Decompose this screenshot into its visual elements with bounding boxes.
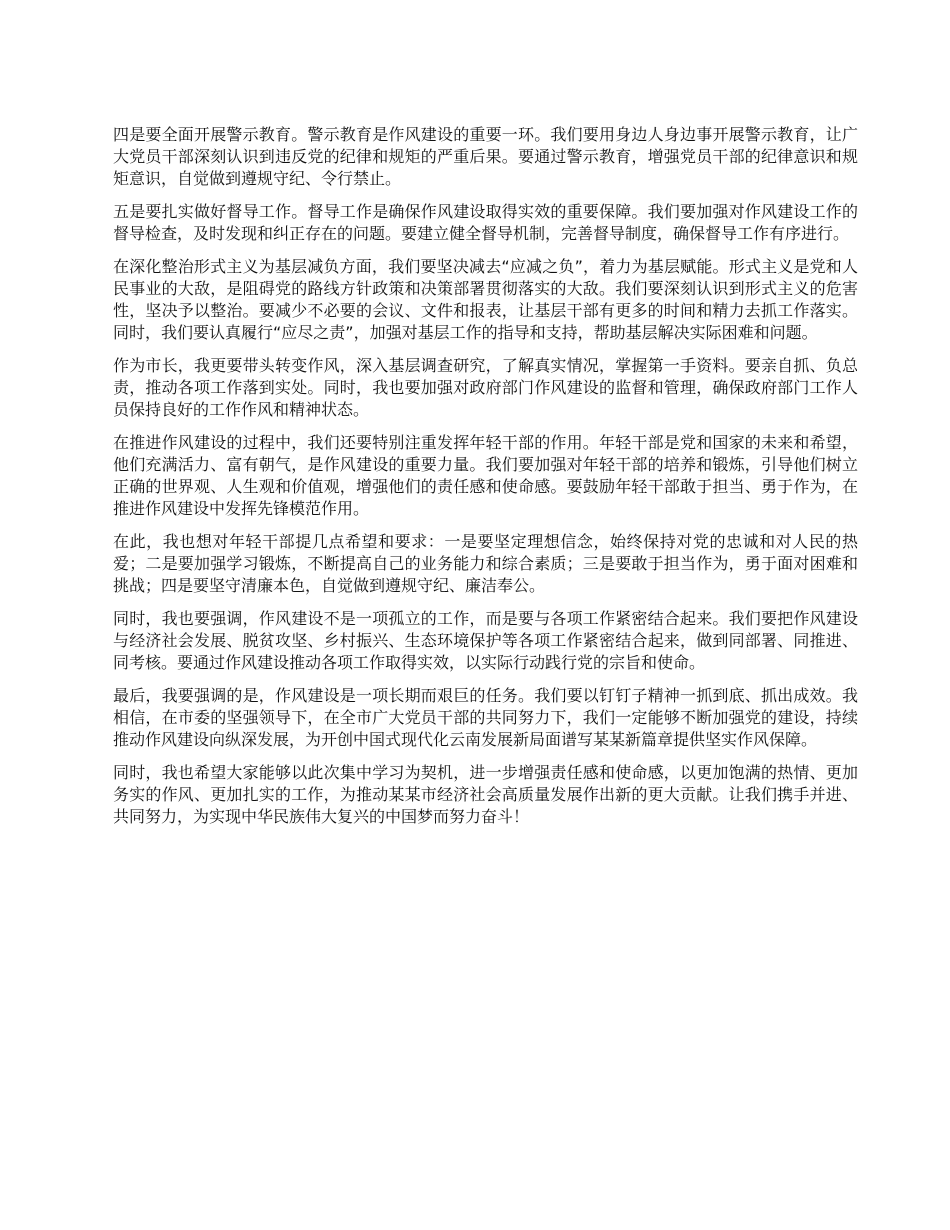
paragraph: 在推进作风建设的过程中，我们还要特别注重发挥年轻干部的作用。年轻干部是党和国家的未来和希望，他们充满活力、富有朝气，是作风建设的重要力量。我们要加强对年轻干部的培养和锻炼，引导他们树立正确的世界观、人生观和价值观，增强他们的责任感和使命感。要鼓励年轻干部敢于担当、勇于作为，在推进作风建设中发挥先锋模范作用。 <box>113 433 858 518</box>
paragraph: 五是要扎实做好督导工作。督导工作是确保作风建设取得实效的重要保障。我们要加强对作风建设工作的督导检查，及时发现和纠正存在的问题。要建立健全督导机制，完善督导制度，确保督导工作有序进行。 <box>113 202 858 243</box>
paragraph: 在此，我也想对年轻干部提几点希望和要求：一是要坚定理想信念，始终保持对党的忠诚和对人民的热爱；二是要加强学习锻炼，不断提高自己的业务能力和综合素质；三是要敢于担当作为，勇于面对困难和挑战；四是要坚守清廉本色，自觉做到遵规守纪、廉洁奉公。 <box>113 532 858 595</box>
paragraph: 同时，我也要强调，作风建设不是一项孤立的工作，而是要与各项工作紧密结合起来。我们要把作风建设与经济社会发展、脱贫攻坚、乡村振兴、生态环境保护等各项工作紧密结合起来，做到同部署、同推进、同考核。要通过作风建设推动各项工作取得实效，以实际行动践行党的宗旨和使命。 <box>113 609 858 672</box>
paragraph: 最后，我要强调的是，作风建设是一项长期而艰巨的任务。我们要以钉钉子精神一抓到底、抓出成效。我相信，在市委的坚强领导下，在全市广大党员干部的共同努力下，我们一定能够不断加强党的建设，持续推动作风建设向纵深发展，为开创中国式现代化云南发展新局面谱写某某新篇章提供坚实作风保障。 <box>113 686 858 749</box>
paragraph: 同时，我也希望大家能够以此次集中学习为契机，进一步增强责任感和使命感，以更加饱满的热情、更加务实的作风、更加扎实的工作，为推动某某市经济社会高质量发展作出新的更大贡献。让我们携手并进、共同努力，为实现中华民族伟大复兴的中国梦而努力奋斗！ <box>113 763 858 826</box>
paragraph: 四是要全面开展警示教育。警示教育是作风建设的重要一环。我们要用身边人身边事开展警示教育，让广大党员干部深刻认识到违反党的纪律和规矩的严重后果。要通过警示教育，增强党员干部的纪律意识和规矩意识，自觉做到遵规守纪、令行禁止。 <box>113 125 858 188</box>
paragraph: 作为市长，我更要带头转变作风，深入基层调查研究，了解真实情况，掌握第一手资料。要亲自抓、负总责，推动各项工作落到实处。同时，我也要加强对政府部门作风建设的监督和管理，确保政府部门工作人员保持良好的工作作风和精神状态。 <box>113 356 858 419</box>
document-body <box>113 124 858 839</box>
paragraph: 在深化整治形式主义为基层减负方面，我们要坚决减去“应减之负”，着力为基层赋能。形式主义是党和人民事业的大敌，是阻碍党的路线方针政策和决策部署贯彻落实的大敌。我们要深刻认识到形式主义的危害性，坚决予以整治。要减少不必要的会议、文件和报表，让基层干部有更多的时间和精力去抓工作落实。同时，我们要认真履行“应尽之责”，加强对基层工作的指导和支持，帮助基层解决实际困难和问题。 <box>113 257 858 342</box>
